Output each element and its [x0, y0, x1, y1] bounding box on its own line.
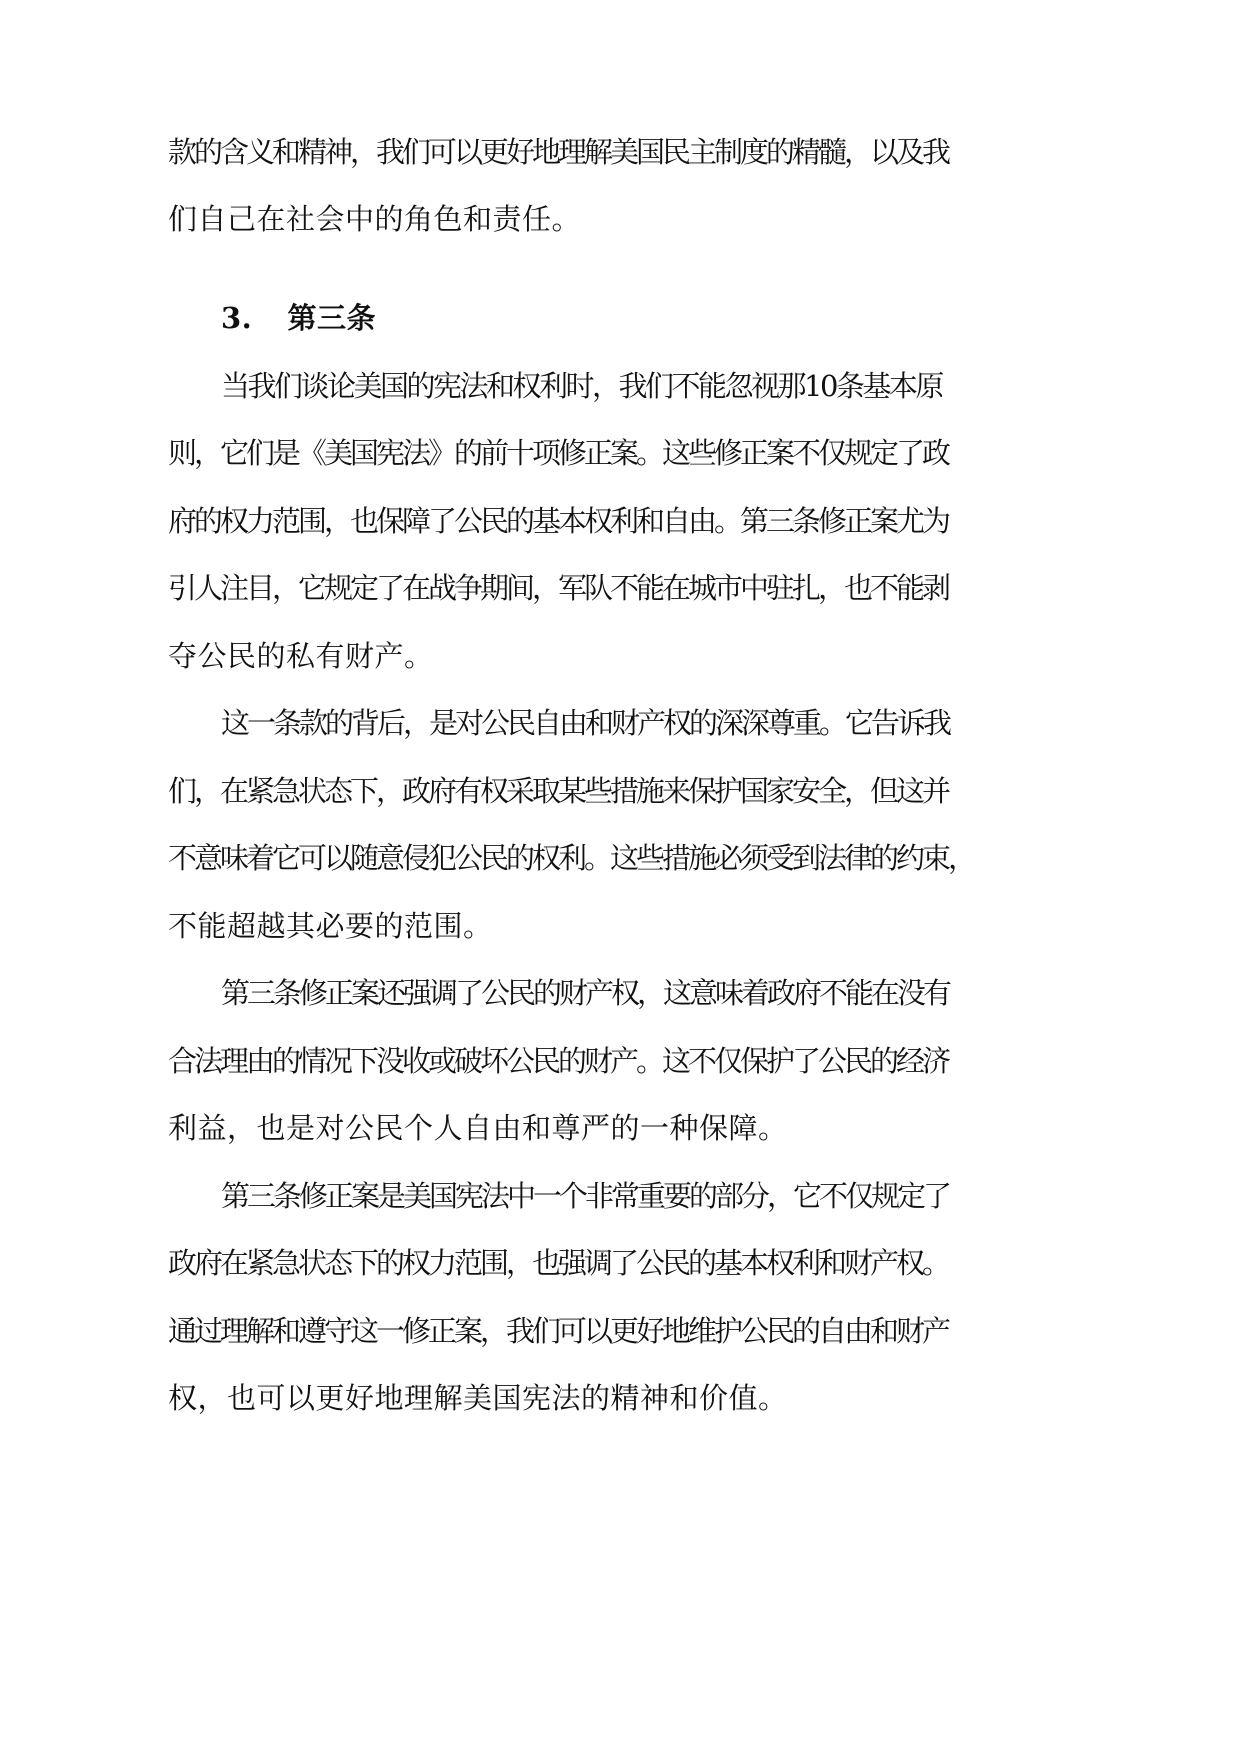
paragraph-line: 合法理由的情况下没收或破坏公民的财产。这不仅保护了公民的经济 [168, 1044, 949, 1078]
paragraph-line: 权，也可以更好地理解美国宪法的精神和价值。 [168, 1381, 788, 1415]
paragraph-line: 第三条修正案是美国宪法中一个非常重要的部分，它不仅规定了 [221, 1179, 950, 1213]
paragraph-line: 引人注目，它规定了在战争期间，军队不能在城市中驻扎，也不能剥 [168, 571, 949, 605]
paragraph-line: 则，它们是《美国宪法》的前十项修正案。这些修正案不仅规定了政 [168, 436, 949, 470]
paragraph-line: 不能超越其必要的范围。 [168, 909, 493, 943]
paragraph-line: 利益，也是对公民个人自由和尊严的一种保障。 [168, 1111, 788, 1145]
continuation-line: 款的含义和精神，我们可以更好地理解美国民主制度的精髓，以及我 [168, 135, 949, 169]
paragraph-line: 夺公民的私有财产。 [168, 639, 434, 673]
paragraph-line: 这一条款的背后，是对公民自由和财产权的深深尊重。它告诉我 [221, 706, 950, 740]
section-title: 第三条 [287, 301, 377, 335]
paragraph-line: 府的权力范围，也保障了公民的基本权利和自由。第三条修正案尤为 [168, 504, 949, 538]
paragraph-line: 不意味着它可以随意侵犯公民的权利。这些措施必须受到法律的约束， [168, 841, 975, 875]
section-heading [221, 298, 376, 338]
paragraph-line: 第三条修正案还强调了公民的财产权，这意味着政府不能在没有 [221, 976, 950, 1010]
paragraph-line: 通过理解和遵守这一修正案，我们可以更好地维护公民的自由和财产 [168, 1314, 949, 1348]
paragraph-line: 们，在紧急状态下，政府有权采取某些措施来保护国家安全，但这并 [168, 774, 949, 808]
paragraph-line: 政府在紧急状态下的权力范围，也强调了公民的基本权利和财产权。 [168, 1246, 949, 1280]
section-number: 3. [221, 301, 253, 335]
paragraph-line: 当我们谈论美国的宪法和权利时，我们不能忽视那10条基本原 [221, 369, 942, 403]
continuation-line: 们自己在社会中的角色和责任。 [168, 202, 582, 236]
